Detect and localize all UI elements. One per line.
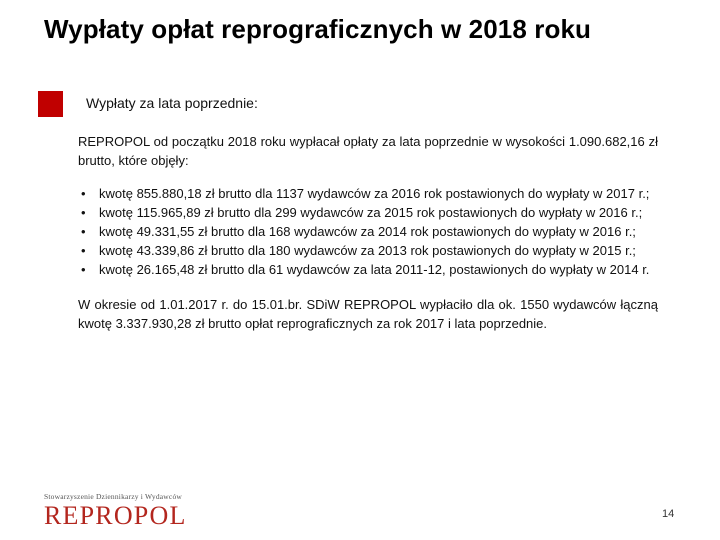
bullet-icon: • [81,205,86,220]
intro-paragraph: REPROPOL od początku 2018 roku wypłacał opłaty za lata poprzednie w wysokości 1.090.682,16 zł brutto, które objęły: [78,134,658,168]
bullet-icon: • [81,186,86,201]
bullet-icon: • [81,262,86,277]
repropol-logo [44,492,204,530]
bullet-icon: • [81,243,86,258]
logo-subtitle: Stowarzyszenie Dziennikarzy i Wydawców [44,492,183,501]
bullet-item: • kwotę 855.880,18 zł brutto dla 1137 wydawców za 2016 rok postawionych do wypłaty w 2017 r.; [81,186,650,201]
bullet-item: • kwotę 115.965,89 zł brutto dla 299 wydawców za 2015 rok postawionych do wypłaty w 2016 r.; [81,205,643,220]
bullet-icon: • [81,224,86,239]
bullet-item: • kwotę 26.165,48 zł brutto dla 61 wydawców za lata 2011-12, postawionych do wypłaty w 2014 r. [81,262,650,277]
bullet-item: • kwotę 43.339,86 zł brutto dla 180 wydawców za 2013 rok postawionych do wypłaty w 2015 r.; [81,243,636,258]
content-body [78,132,658,333]
closing-paragraph: W okresie od 1.01.2017 r. do 15.01.br. SDiW REPROPOL wypłaciło dla ok. 1550 wydawców łączną kwotę 3.337.930,28 zł brutto opłat reprograficznych za rok 2017 i lata poprzednie. [78,297,658,331]
logo-wordmark: REPROPOL [44,501,187,530]
bullet-list [78,184,658,279]
page-number: 14 [662,508,675,520]
slide-title: Wypłaty opłat reprograficznych w 2018 roku [44,14,591,44]
bullet-item: • kwotę 49.331,55 zł brutto dla 168 wydawców za 2014 rok postawionych do wypłaty w 2016 r.; [81,224,636,239]
subheading: Wypłaty za lata poprzednie: [86,95,258,111]
red-square-marker [38,91,63,117]
